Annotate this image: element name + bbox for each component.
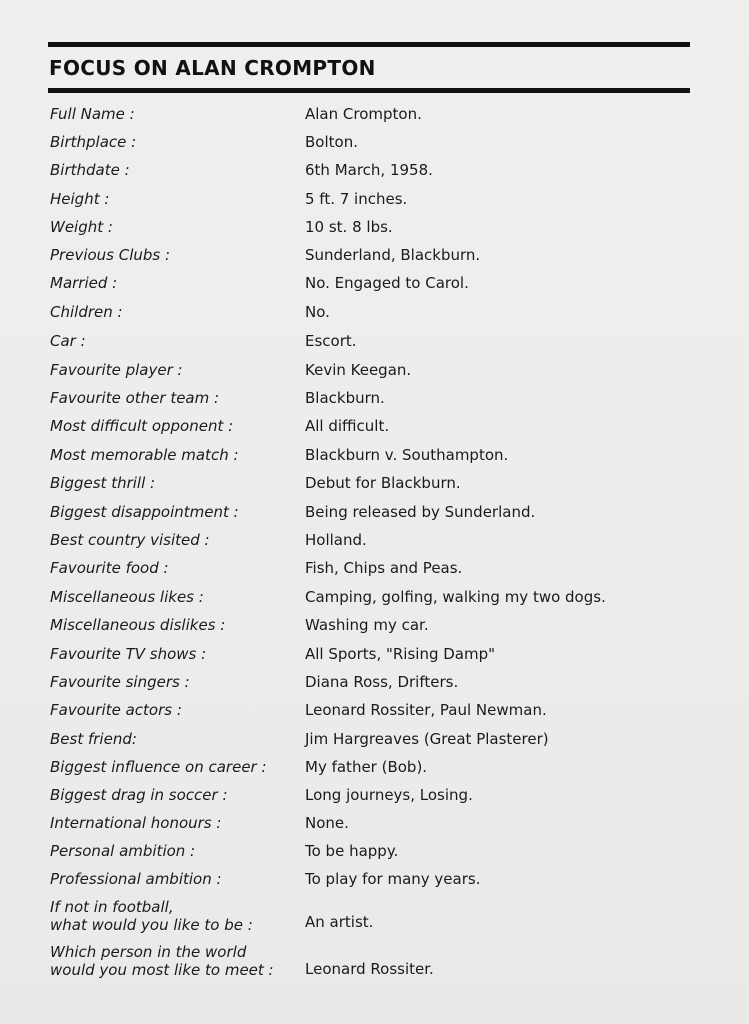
profile-label: Weight :: [50, 218, 113, 236]
profile-value: Leonard Rossiter.: [305, 960, 434, 978]
profile-value: 10 st. 8 lbs.: [305, 218, 393, 236]
profile-value: Jim Hargreaves (Great Plasterer): [305, 730, 549, 748]
profile-value: Holland.: [305, 531, 367, 549]
profile-label: Children :: [50, 303, 123, 321]
profile-label: Biggest disappointment :: [50, 503, 239, 521]
profile-label: Professional ambition :: [50, 870, 222, 888]
profile-label: Best country visited :: [50, 531, 210, 549]
profile-value: An artist.: [305, 913, 374, 931]
profile-label: Biggest drag in soccer :: [50, 786, 228, 804]
profile-label: Best friend:: [50, 730, 137, 748]
profile-value: All Sports, "Rising Damp": [305, 645, 496, 663]
profile-label: Full Name :: [50, 105, 135, 123]
profile-label: Favourite food :: [50, 559, 169, 577]
profile-label: Height :: [50, 190, 110, 208]
profile-label: Previous Clubs :: [50, 246, 171, 264]
profile-value: Alan Crompton.: [305, 105, 422, 123]
profile-value: My father (Bob).: [305, 758, 428, 776]
profile-value: Blackburn v. Southampton.: [305, 446, 509, 464]
profile-label: Which person in the world would you most like to meet :: [50, 943, 274, 979]
profile-label: Favourite other team :: [50, 389, 220, 407]
profile-label: Most difficult opponent :: [50, 417, 234, 435]
profile-value: No.: [305, 303, 330, 321]
profile-label: Most memorable match :: [50, 446, 239, 464]
profile-label: Car :: [50, 332, 86, 350]
profile-value: To play for many years.: [305, 870, 481, 888]
profile-label: Birthplace :: [50, 133, 137, 151]
profile-value: Being released by Sunderland.: [305, 503, 536, 521]
profile-value: Bolton.: [305, 133, 358, 151]
profile-label: International honours :: [50, 814, 222, 832]
profile-label: Birthdate :: [50, 161, 130, 179]
profile-label: If not in football, what would you like to be :: [50, 898, 253, 934]
page-title: FOCUS ON ALAN CROMPTON: [49, 56, 376, 80]
profile-value: Camping, golfing, walking my two dogs.: [305, 588, 606, 606]
profile-label: Married :: [50, 274, 118, 292]
profile-label: Miscellaneous likes :: [50, 588, 204, 606]
profile-value: Debut for Blackburn.: [305, 474, 461, 492]
profile-value: None.: [305, 814, 349, 832]
profile-value: No. Engaged to Carol.: [305, 274, 469, 292]
profile-value: Kevin Keegan.: [305, 361, 412, 379]
profile-label: Favourite TV shows :: [50, 645, 207, 663]
profile-value: Leonard Rossiter, Paul Newman.: [305, 701, 547, 719]
profile-value: All difficult.: [305, 417, 390, 435]
profile-value: Washing my car.: [305, 616, 429, 634]
profile-value: Fish, Chips and Peas.: [305, 559, 463, 577]
profile-label: Favourite actors :: [50, 701, 182, 719]
profile-label: Personal ambition :: [50, 842, 196, 860]
profile-value: Blackburn.: [305, 389, 385, 407]
profile-label: Biggest thrill :: [50, 474, 156, 492]
profile-value: Diana Ross, Drifters.: [305, 673, 459, 691]
profile-label: Miscellaneous dislikes :: [50, 616, 226, 634]
profile-value: To be happy.: [305, 842, 399, 860]
profile-label: Favourite singers :: [50, 673, 190, 691]
profile-value: Long journeys, Losing.: [305, 786, 473, 804]
profile-label: Favourite player :: [50, 361, 183, 379]
profile-label: Biggest influence on career :: [50, 758, 267, 776]
profile-value: 6th March, 1958.: [305, 161, 433, 179]
profile-value: Escort.: [305, 332, 357, 350]
profile-value: 5 ft. 7 inches.: [305, 190, 408, 208]
profile-value: Sunderland, Blackburn.: [305, 246, 481, 264]
